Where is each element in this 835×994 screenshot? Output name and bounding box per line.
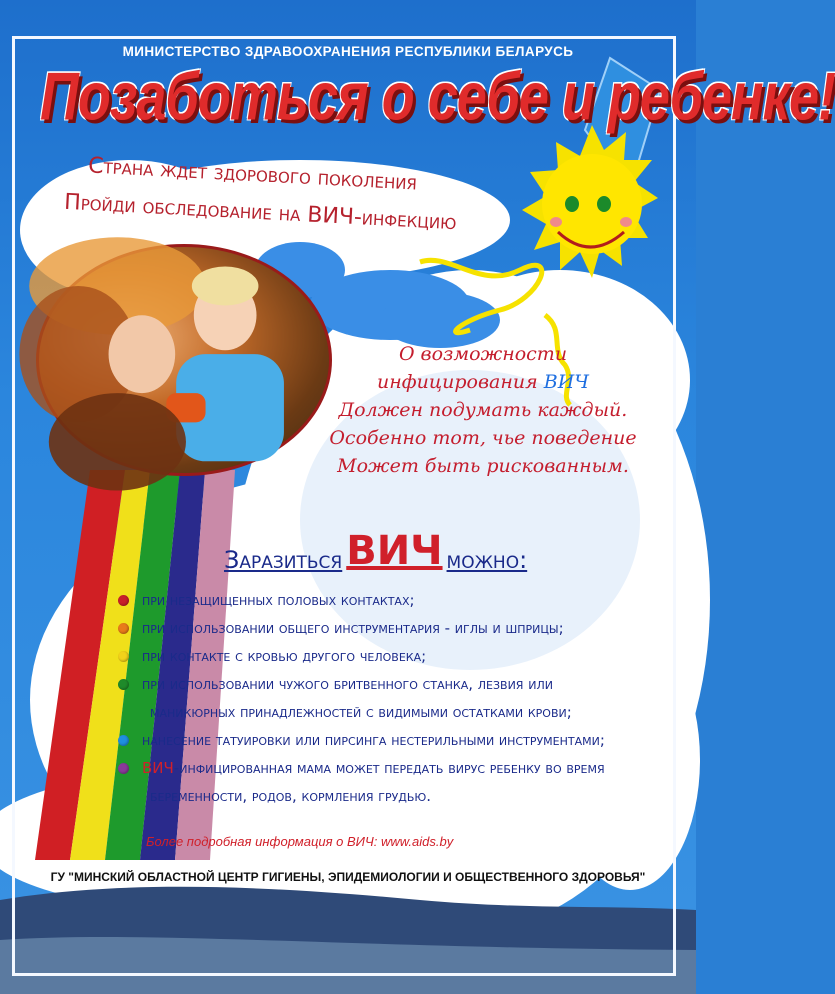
list-item-text: -инфицированная мама может передать вирус ребенку во время <box>173 759 605 777</box>
subtitle-line-1: Страна ждет здорового поколения <box>87 153 418 196</box>
heading-pre: Заразиться <box>224 546 343 574</box>
list-item <box>116 726 676 754</box>
bullet-dot-icon <box>118 623 129 634</box>
list-item-text: нанесение татуировки или пирсинга нестерильными инструментами; <box>142 731 605 749</box>
bullet-dot-icon <box>118 763 129 774</box>
list-item-text: при контакте с кровью другого человека; <box>142 647 427 665</box>
bullet-dot-icon <box>118 651 129 662</box>
section-heading <box>224 528 527 574</box>
hiv-highlight: ВИЧ <box>543 371 589 393</box>
transmission-list <box>116 586 676 810</box>
list-item <box>116 586 676 614</box>
list-item-text: при использовании чужого бритвенного станка, лезвия или <box>142 675 553 693</box>
list-item <box>116 670 676 726</box>
bullet-dot-icon <box>118 595 129 606</box>
list-item <box>116 642 676 670</box>
heading-hiv: ВИЧ <box>346 528 443 574</box>
warning-line-5: Может быть рискованным. <box>337 455 629 477</box>
warning-line-3: Должен подумать каждый. <box>338 399 628 421</box>
subtitle-line-2: Пройди обследование на ВИЧ-инфекцию <box>63 189 458 236</box>
poster-title: Позаботься о себе и ребенке! <box>40 59 835 135</box>
list-item <box>116 754 676 810</box>
list-item-text: при использовании общего инструментария - иглы и шприцы; <box>142 619 564 637</box>
mother-child-photo <box>36 244 332 476</box>
bullet-dot-icon <box>118 735 129 746</box>
warning-line-1: О возможности <box>398 343 568 365</box>
organization-name: ГУ "МИНСКИЙ ОБЛАСТНОЙ ЦЕНТР ГИГИЕНЫ, ЭПИДЕМИОЛОГИИ И ОБЩЕСТВЕННОГО ЗДОРОВЬЯ" <box>50 870 646 884</box>
bullet-dot-icon <box>118 679 129 690</box>
list-item-continuation: беременности, родов, кормления грудью. <box>150 787 432 805</box>
hiv-highlight: ВИЧ <box>142 759 174 777</box>
list-item-continuation: маникюрных принадлежностей с видимыми остатками крови; <box>150 703 572 721</box>
ministry-name: МИНИСТЕРСТВО ЗДРАВООХРАНЕНИЯ РЕСПУБЛИКИ БЕЛАРУСЬ <box>122 44 574 59</box>
more-info-link-text: Более подробная информация о ВИЧ: www.aids.by <box>146 834 454 849</box>
heading-post: можно: <box>446 546 528 574</box>
list-item <box>116 614 676 642</box>
warning-line-4: Особенно тот, чье поведение <box>329 427 637 449</box>
list-item-text: при незащищенных половых контактах; <box>142 591 415 609</box>
warning-line-2: инфицирования ВИЧ <box>377 371 589 393</box>
